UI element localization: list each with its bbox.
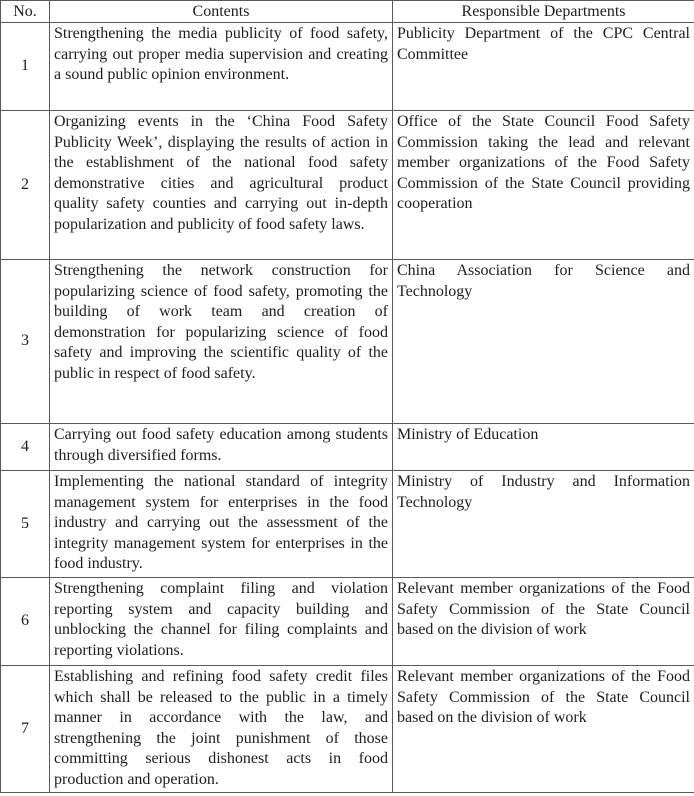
table-row [1,471,694,578]
table-row [1,260,694,424]
row-departments: Ministry of Education [393,424,694,471]
row-departments: Publicity Department of the CPC Central Committee [393,23,694,111]
table-row [1,578,694,666]
row-number: 5 [1,471,50,578]
row-number: 7 [1,666,50,793]
row-number: 2 [1,111,50,260]
row-contents: Strengthening complaint filing and violation reporting system and capacity building and unblocking the channel for filing complaints and reporting violations. [50,578,393,666]
table-row [1,666,694,793]
table-row [1,23,694,111]
row-departments: Ministry of Industry and Information Technology [393,471,694,578]
row-number: 4 [1,424,50,471]
row-departments: Relevant member organizations of the Food Safety Commission of the State Council based on the division of work [393,666,694,793]
row-contents: Strengthening the media publicity of food safety, carrying out proper media supervision and creating a sound public opinion environment. [50,23,393,111]
row-contents: Establishing and refining food safety credit files which shall be released to the public in a timely manner in accordance with the law, and strengthening the joint punishment of those committing serious dishonest acts in food production and operation. [50,666,393,793]
row-number: 6 [1,578,50,666]
row-departments: Relevant member organizations of the Food Safety Commission of the State Council based on the division of work [393,578,694,666]
header-departments: Responsible Departments [393,1,694,23]
row-contents: Carrying out food safety education among students through diversified forms. [50,424,393,471]
header-row [1,1,694,23]
row-contents: Organizing events in the ‘China Food Safety Publicity Week’, displaying the results of action in the establishment of the national food safety demonstrative cities and agricultural product quality safety counties and carrying out in-depth popularization and publicity of food safety laws. [50,111,393,260]
row-number: 1 [1,23,50,111]
row-number: 3 [1,260,50,424]
row-departments: Office of the State Council Food Safety Commission taking the lead and relevant member organizations of the Food Safety Commission of the State Council providing cooperation [393,111,694,260]
table-row [1,424,694,471]
header-contents: Contents [50,1,393,23]
header-no: No. [1,1,50,23]
table-row [1,111,694,260]
row-contents: Strengthening the network construction for popularizing science of food safety, promoting the building of work team and creation of demonstration for popularizing science of food safety and improving the scientific quality of the public in respect of food safety. [50,260,393,424]
row-contents: Implementing the national standard of integrity management system for enterprises in the food industry and carrying out the assessment of the integrity management system for enterprises in the food industry. [50,471,393,578]
row-departments: China Association for Science and Technology [393,260,694,424]
